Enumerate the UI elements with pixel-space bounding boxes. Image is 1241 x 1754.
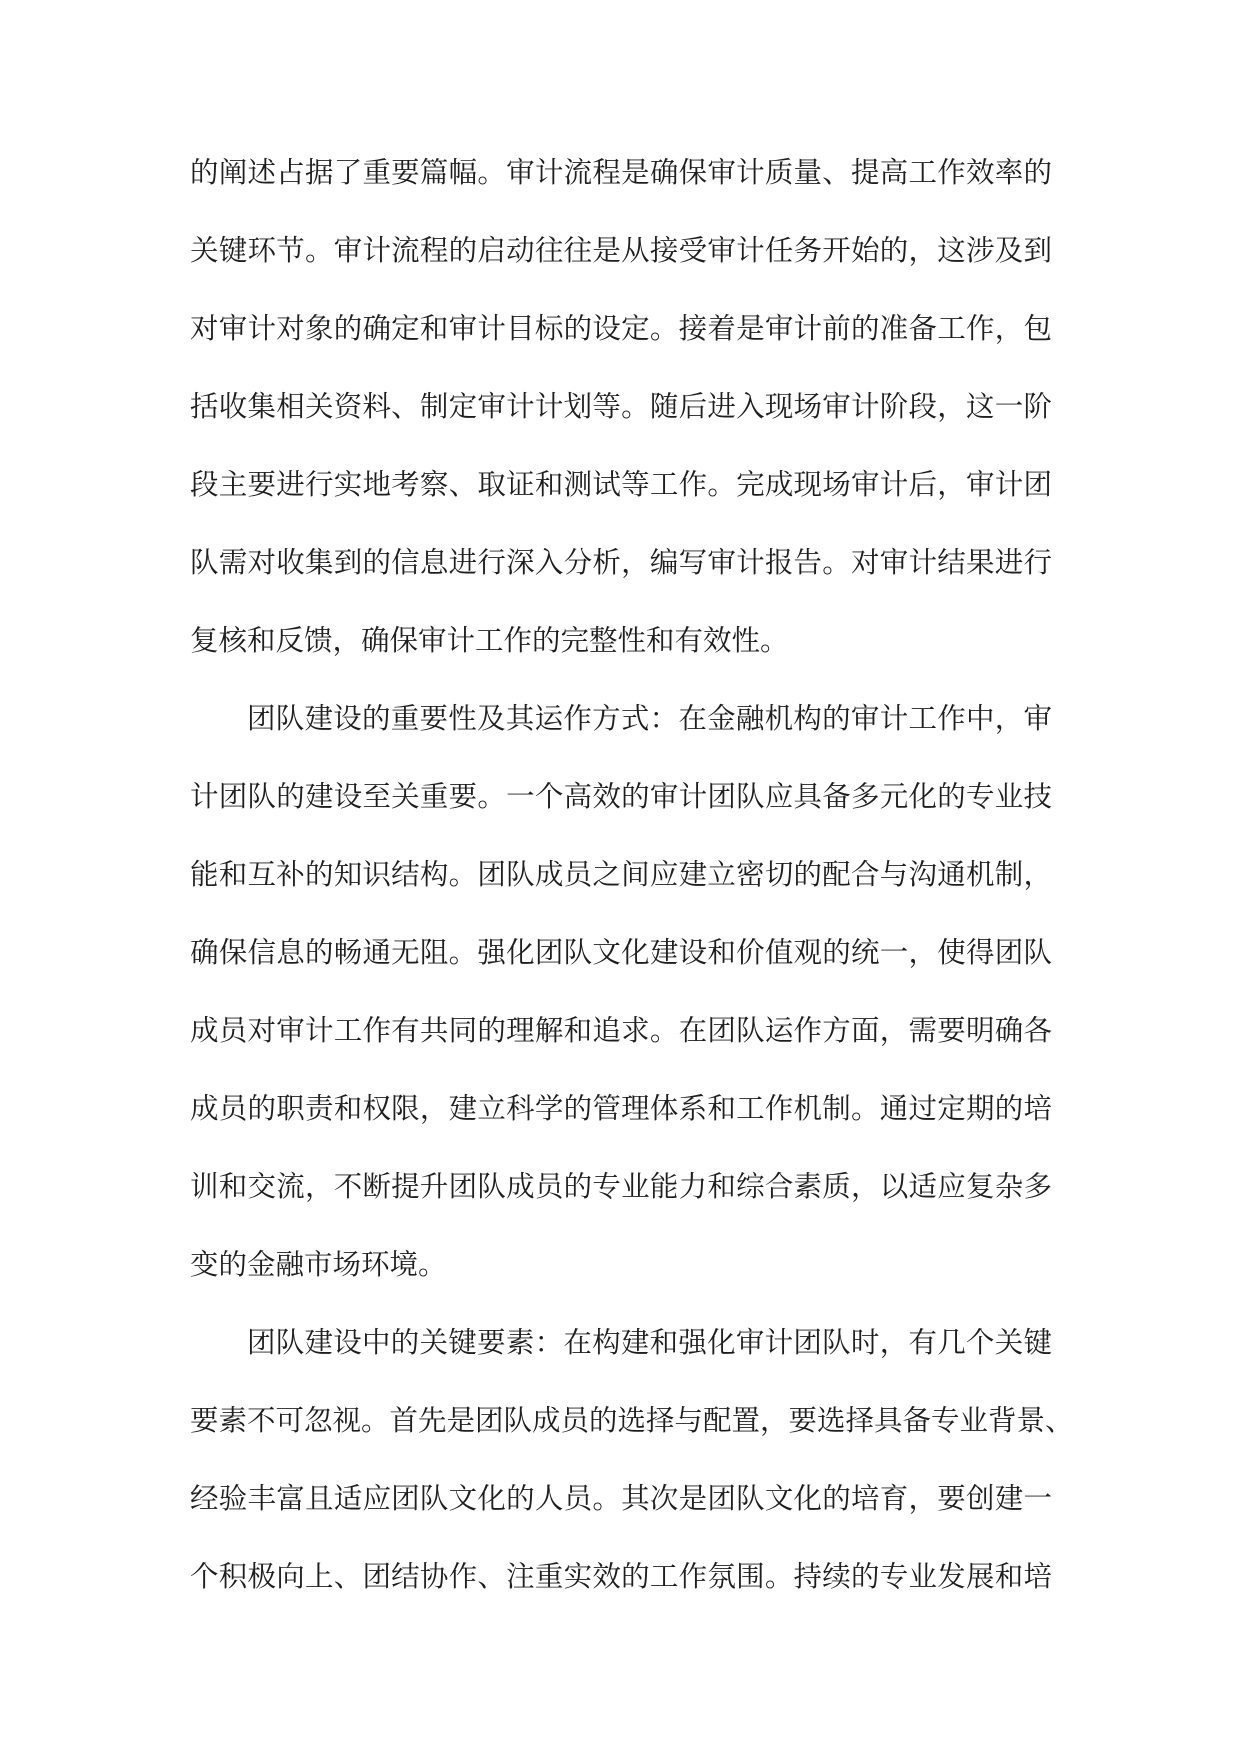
text-line: 变的金融市场环境。 — [190, 1248, 447, 1281]
paragraph-audit-process — [190, 134, 1052, 680]
text-line: 能和互补的知识结构。团队成员之间应建立密切的配合与沟通机制， — [190, 858, 1052, 891]
text-line: 的阐述占据了重要篇幅。审计流程是确保审计质量、提高工作效率的 — [190, 156, 1052, 189]
paragraph-team-building-key-elements — [190, 1304, 1074, 1616]
text-line: 括收集相关资料、制定审计计划等。随后进入现场审计阶段，这一阶 — [190, 390, 1052, 423]
text-line: 成员的职责和权限，建立科学的管理体系和工作机制。通过定期的培 — [190, 1092, 1052, 1125]
text-line: 计团队的建设至关重要。一个高效的审计团队应具备多元化的专业技 — [190, 780, 1052, 813]
text-line: 队需对收集到的信息进行深入分析，编写审计报告。对审计结果进行 — [190, 546, 1052, 579]
text-line: 关键环节。审计流程的启动往往是从接受审计任务开始的，这涉及到 — [190, 234, 1052, 267]
paragraph-team-building-importance — [190, 680, 1052, 1304]
document-body — [190, 134, 1074, 1616]
text-line: 个积极向上、团结协作、注重实效的工作氛围。持续的专业发展和培 — [190, 1560, 1052, 1593]
text-line: 确保信息的畅通无阻。强化团队文化建设和价值观的统一，使得团队 — [190, 936, 1052, 969]
text-line: 段主要进行实地考察、取证和测试等工作。完成现场审计后，审计团 — [190, 468, 1052, 501]
text-line: 经验丰富且适应团队文化的人员。其次是团队文化的培育，要创建一 — [190, 1482, 1052, 1515]
text-line: 成员对审计工作有共同的理解和追求。在团队运作方面，需要明确各 — [190, 1014, 1052, 1047]
text-line: 训和交流，不断提升团队成员的专业能力和综合素质，以适应复杂多 — [190, 1170, 1052, 1203]
text-line: 团队建设的重要性及其运作方式：在金融机构的审计工作中，审 — [247, 702, 1052, 735]
text-line: 对审计对象的确定和审计目标的设定。接着是审计前的准备工作，包 — [190, 312, 1052, 345]
text-line: 团队建设中的关键要素：在构建和强化审计团队时，有几个关键 — [247, 1326, 1052, 1359]
text-line: 要素不可忽视。首先是团队成员的选择与配置，要选择具备专业背景、 — [190, 1404, 1074, 1437]
text-line: 复核和反馈，确保审计工作的完整性和有效性。 — [190, 624, 789, 657]
